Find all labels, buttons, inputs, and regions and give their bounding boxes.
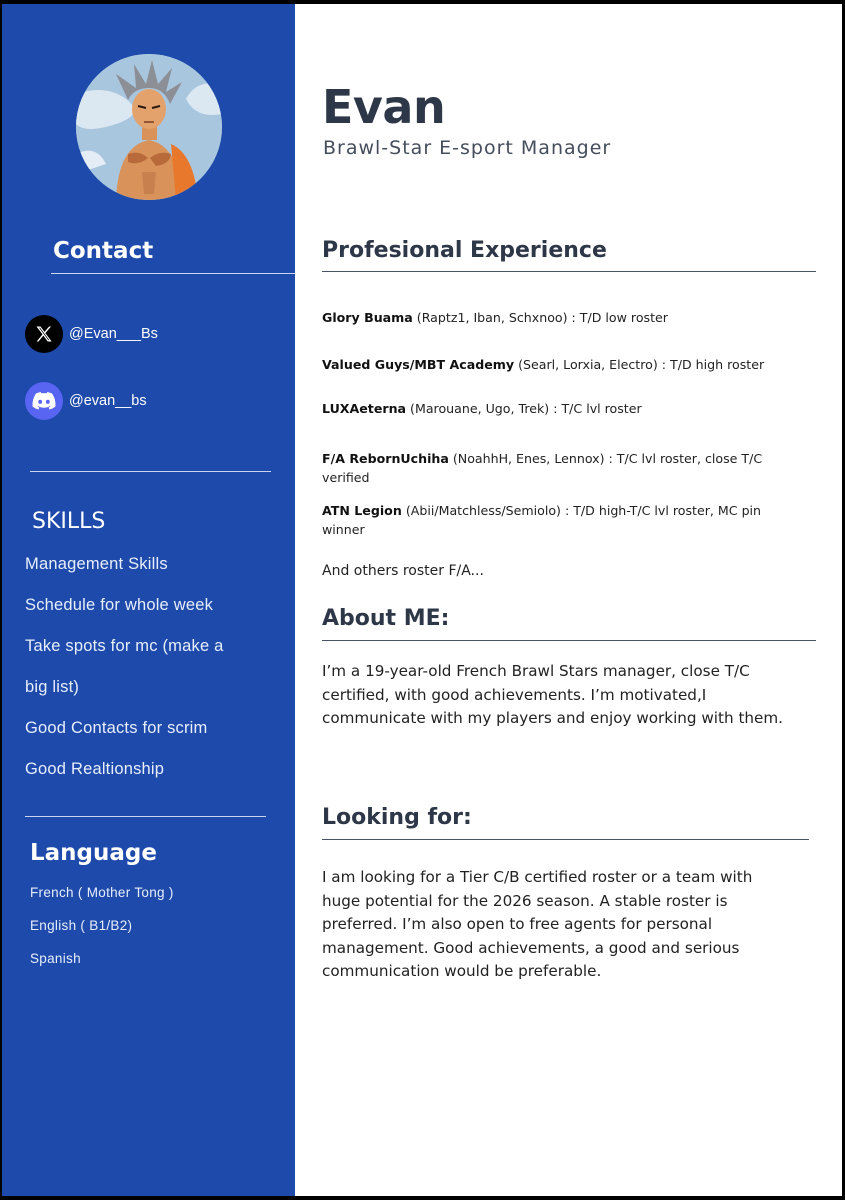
contact-item-x[interactable] xyxy=(25,314,158,354)
experience-entry xyxy=(322,501,792,539)
avatar-illustration xyxy=(76,54,222,200)
language-heading: Language xyxy=(30,840,157,866)
looking-divider xyxy=(322,839,809,840)
skill-item: Good Realtionship xyxy=(25,760,165,778)
experience-divider xyxy=(322,271,816,272)
skills-heading: SKILLS xyxy=(32,509,106,534)
x-twitter-icon xyxy=(25,315,63,353)
skill-item: Good Contacts for scrim xyxy=(25,719,208,737)
experience-details: (Searl, Lorxia, Electro) : T/D high roster xyxy=(514,357,765,372)
contact-heading: Contact xyxy=(53,238,154,264)
language-item: French ( Mother Tong ) xyxy=(30,885,174,900)
experience-entry xyxy=(322,399,792,418)
experience-team: Valued Guys/MBT Academy xyxy=(322,357,515,372)
experience-details: (Raptz1, Iban, Schxnoo) : T/D low roster xyxy=(412,310,668,325)
language-item: English ( B1/B2) xyxy=(30,918,133,933)
looking-text: I am looking for a Tier C/B certified roster or a team with huge potential for the 2026 season. A stable roster is preferred. I’m also open to free agents for personal management. Good achievements, a good and serious communication would be preferable. xyxy=(322,868,753,980)
profile-role: Brawl-Star E-sport Manager xyxy=(323,137,612,159)
experience-details: (Abii/Matchless/Semiolo) : T/D high-T/C lvl roster, MC pin winner xyxy=(322,503,762,537)
x-handle: @Evan___Bs xyxy=(69,326,158,342)
experience-details: (Marouane, Ugo, Trek) : T/C lvl roster xyxy=(406,401,642,416)
profile-name: Evan xyxy=(322,80,446,134)
language-list xyxy=(30,876,174,975)
experience-entry xyxy=(322,449,792,487)
contact-divider xyxy=(51,273,295,274)
about-divider xyxy=(322,640,816,641)
main-content xyxy=(295,4,842,1196)
experience-entry xyxy=(322,355,792,374)
experience-entry xyxy=(322,308,792,327)
sidebar xyxy=(2,4,295,1196)
experience-team: Glory Buama xyxy=(322,310,413,325)
experience-team: LUXAeterna xyxy=(322,401,407,416)
skill-item: Management Skills xyxy=(25,555,168,573)
about-heading: About ME: xyxy=(322,606,450,631)
skill-item: big list) xyxy=(25,678,80,696)
discord-icon xyxy=(25,382,63,420)
experience-team: F/A RebornUchiha xyxy=(322,451,449,466)
resume-page xyxy=(2,4,842,1196)
contact-item-discord[interactable] xyxy=(25,381,147,421)
experience-team: ATN Legion xyxy=(322,503,402,518)
skills-list xyxy=(25,544,280,790)
sidebar-divider xyxy=(30,471,271,472)
experience-others: And others roster F/A... xyxy=(322,563,484,579)
discord-handle: @evan__bs xyxy=(69,393,147,409)
skill-item: Schedule for whole week xyxy=(25,596,214,614)
language-item: Spanish xyxy=(30,951,81,966)
skill-item: Take spots for mc (make a xyxy=(25,637,224,655)
looking-heading: Looking for: xyxy=(322,805,472,830)
avatar xyxy=(76,54,222,200)
experience-heading: Profesional Experience xyxy=(322,238,607,263)
experience-details: (NoahhH, Enes, Lennox) : T/C lvl roster, close T/C verified xyxy=(322,451,763,485)
about-text: I’m a 19-year-old French Brawl Stars manager, close T/C certified, with good achievements. I’m motivated,I communicate with my players and enjoy working with them. xyxy=(322,662,783,727)
sidebar-divider xyxy=(25,816,266,817)
